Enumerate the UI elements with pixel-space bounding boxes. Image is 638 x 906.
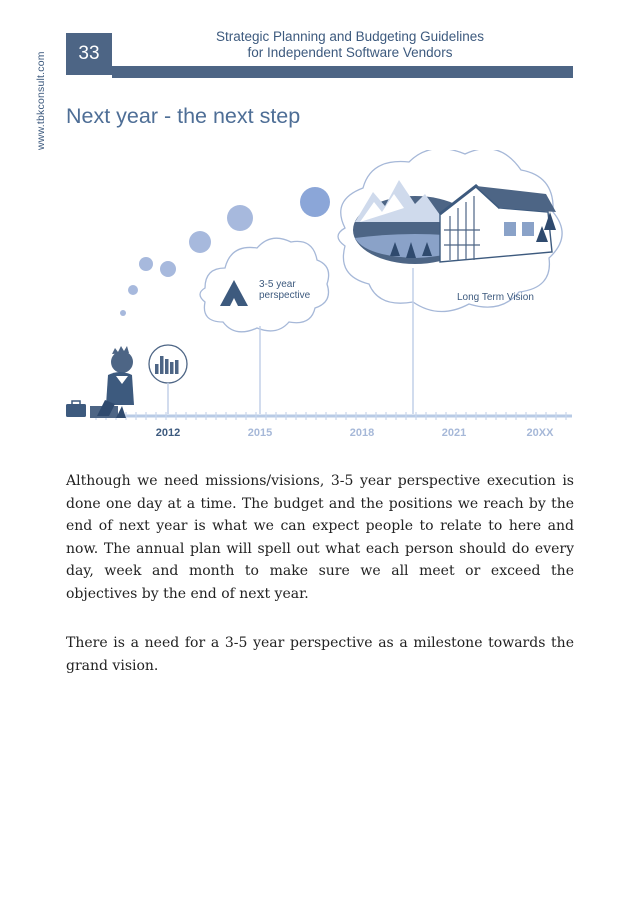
long-term-vision-label: Long Term Vision (457, 292, 534, 303)
thought-bubble (300, 187, 330, 217)
timeline-year-label: 2012 (155, 427, 181, 439)
section-title: Next year - the next step (66, 104, 301, 128)
document-title-line2: for Independent Software Vendors (247, 45, 453, 60)
body-paragraph: There is a need for a 3-5 year perspective as a milestone towards the grand vision. (66, 635, 574, 674)
timeline-year-label: 20XX (526, 427, 554, 439)
perspective-cloud (200, 238, 329, 414)
website-url: www.tbkconsult.com (35, 51, 47, 150)
thought-bubble (189, 231, 211, 253)
long-term-vision-cloud (338, 150, 562, 414)
page-number: 33 (66, 33, 112, 75)
thought-bubble (160, 261, 176, 277)
thought-bubble (128, 285, 138, 295)
perspective-label-line1: 3-5 year (259, 279, 296, 290)
thinking-person-illustration (66, 346, 134, 418)
thought-bubble (139, 257, 153, 271)
timeline-year-label: 2021 (441, 427, 467, 439)
body-paragraph: Although we need missions/visions, 3-5 year perspective execution is done one day at a time. The budget and the positions we reach by the end of next year is what we can expect people to relate to here and now. The annual plan will spell out what each person should do every day, week and month to make sure we all meet or exceed the objectives by the end of next year. (66, 473, 574, 602)
document-title (150, 29, 550, 61)
annual-budget-chart-icon (149, 345, 187, 414)
document-title-line1: Strategic Planning and Budgeting Guidelines (216, 29, 484, 44)
timeline-year-label: 2015 (247, 427, 273, 439)
timeline-year-label: 2018 (349, 427, 375, 439)
thought-bubble (227, 205, 253, 231)
timeline-axis (90, 412, 572, 420)
vision-timeline-illustration (60, 150, 580, 440)
header-bar (112, 66, 573, 78)
thought-bubble (120, 310, 126, 316)
perspective-label-line2: perspective (259, 290, 311, 301)
